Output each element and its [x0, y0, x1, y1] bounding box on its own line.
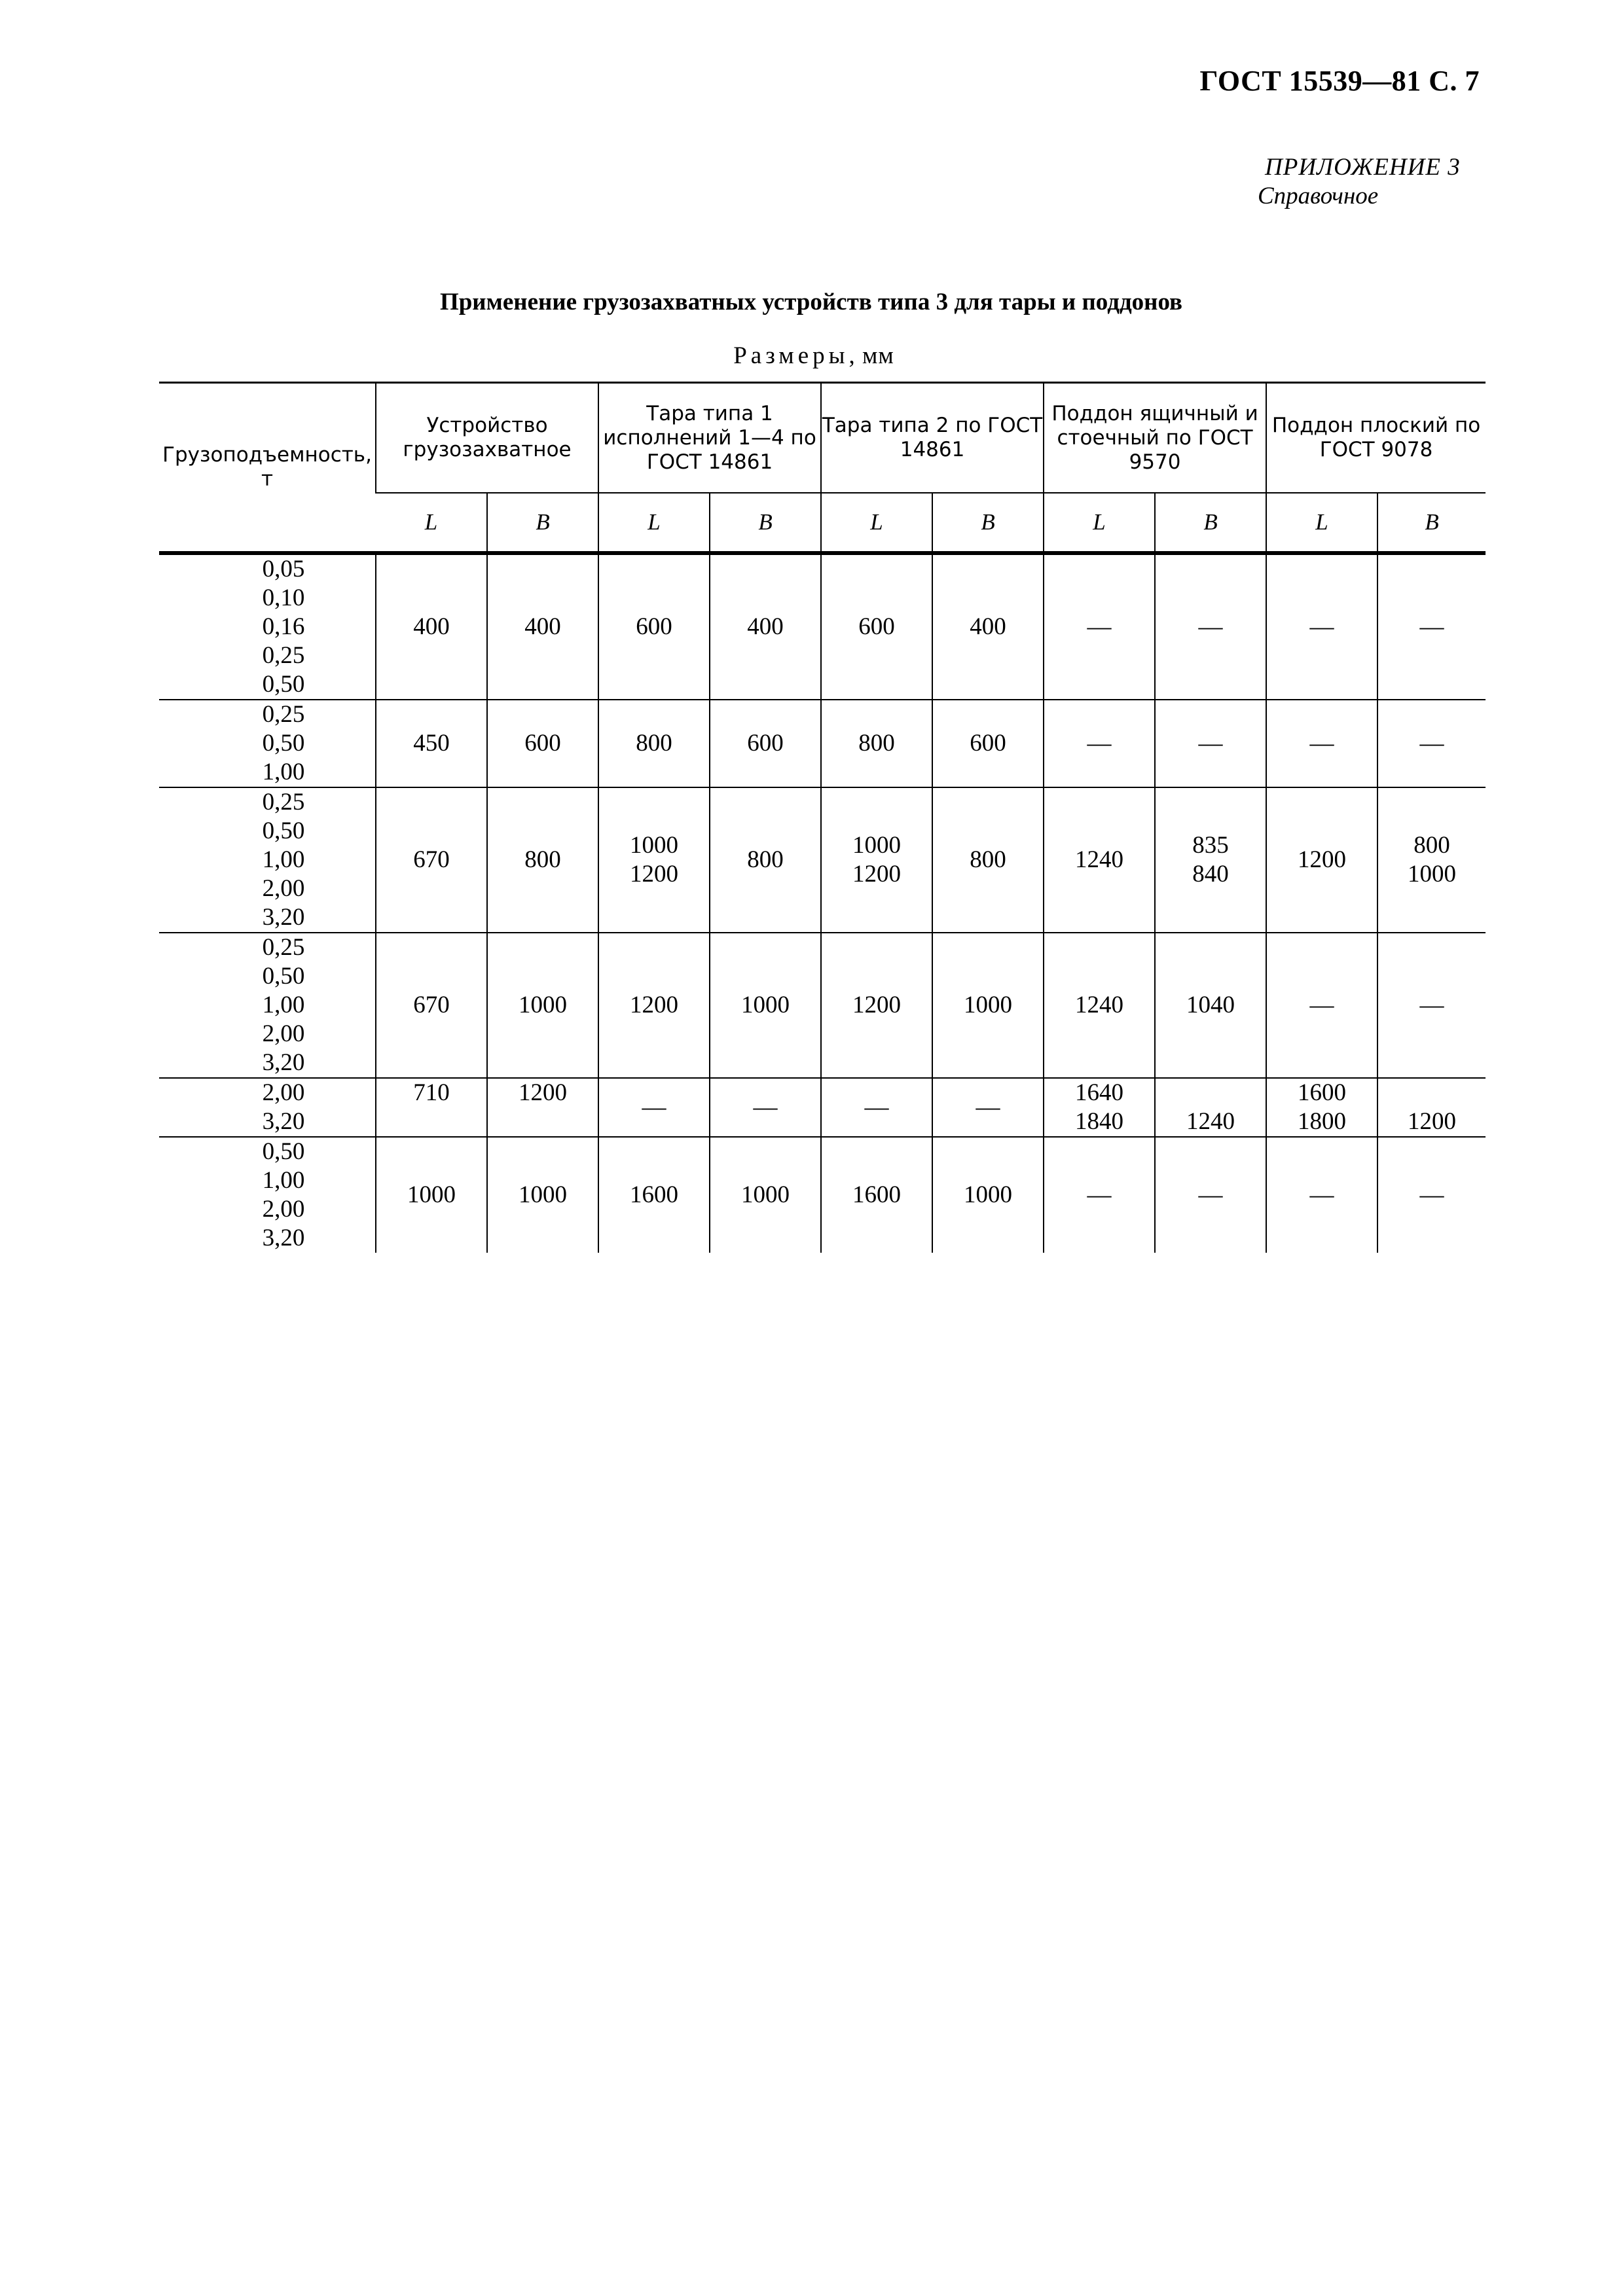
cell-pallet-flat-l: 1200 — [1266, 787, 1377, 933]
cell-device-l: 670 — [376, 787, 487, 933]
column-header-device: Устройство грузозахватное — [376, 383, 598, 493]
cell-pallet-box-l: 1640 1840 — [1044, 1078, 1155, 1137]
table-row — [159, 787, 1486, 933]
cell-capacity: 0,25 0,50 1,00 2,00 3,20 — [159, 787, 376, 933]
cell-pallet-flat-l: — — [1266, 700, 1377, 787]
cell-capacity: 0,25 0,50 1,00 — [159, 700, 376, 787]
cell-device-l: 670 — [376, 933, 487, 1078]
cell-tare1-l: 1200 — [598, 933, 710, 1078]
cell-tare2-l: 1600 — [821, 1137, 932, 1253]
units-word: Размеры — [733, 342, 849, 369]
units-unit: , мм — [848, 342, 894, 369]
cell-device-b: 1200 — [487, 1078, 598, 1137]
cell-pallet-box-l: — — [1044, 700, 1155, 787]
cell-tare1-b: 1000 — [710, 933, 821, 1078]
cell-device-b: 600 — [487, 700, 598, 787]
cell-tare2-l: 1200 — [821, 933, 932, 1078]
subheader-b: B — [932, 493, 1044, 553]
cell-tare1-b: 800 — [710, 787, 821, 933]
cell-device-l: 400 — [376, 553, 487, 700]
appendix-block — [1258, 153, 1461, 211]
column-header-pallet-box: Поддон ящичный и стоечный по ГОСТ 9570 — [1044, 383, 1266, 493]
cell-pallet-flat-l: — — [1266, 1137, 1377, 1253]
table-body — [159, 553, 1486, 1253]
cell-pallet-flat-b: — — [1377, 1137, 1486, 1253]
subheader-l: L — [376, 493, 487, 553]
cell-tare1-b: 600 — [710, 700, 821, 787]
cell-pallet-box-l: 1240 — [1044, 787, 1155, 933]
table-header-row — [159, 383, 1486, 493]
cell-tare2-b: 1000 — [932, 933, 1044, 1078]
cell-capacity: 2,00 3,20 — [159, 1078, 376, 1137]
cell-tare2-b: 400 — [932, 553, 1044, 700]
table-row — [159, 1137, 1486, 1253]
column-header-pallet-flat: Поддон плоский по ГОСТ 9078 — [1266, 383, 1486, 493]
table-row — [159, 700, 1486, 787]
document-header: ГОСТ 15539—81 С. 7 — [1199, 65, 1480, 97]
cell-pallet-box-b: 1040 — [1155, 933, 1266, 1078]
cell-pallet-flat-l: 1600 1800 — [1266, 1078, 1377, 1137]
cell-tare1-l: 1000 1200 — [598, 787, 710, 933]
column-header-tare1: Тара типа 1 исполнений 1—4 по ГОСТ 14861 — [598, 383, 821, 493]
cell-device-b: 1000 — [487, 933, 598, 1078]
cell-device-l: 1000 — [376, 1137, 487, 1253]
table-row — [159, 1078, 1486, 1137]
cell-tare2-b: 800 — [932, 787, 1044, 933]
cell-pallet-flat-b: — — [1377, 700, 1486, 787]
dimensions-table — [159, 382, 1486, 1253]
cell-pallet-box-b: — — [1155, 553, 1266, 700]
column-header-capacity: Грузоподъемность, т — [159, 383, 376, 554]
cell-tare2-b: 1000 — [932, 1137, 1044, 1253]
cell-pallet-box-l: — — [1044, 553, 1155, 700]
cell-pallet-box-l: — — [1044, 1137, 1155, 1253]
cell-pallet-flat-b: — — [1377, 553, 1486, 700]
cell-tare1-b: 1000 — [710, 1137, 821, 1253]
cell-tare1-b: 400 — [710, 553, 821, 700]
subheader-l: L — [598, 493, 710, 553]
cell-tare1-b: — — [710, 1078, 821, 1137]
cell-pallet-flat-b: 1200 — [1377, 1078, 1486, 1137]
subheader-b: B — [1377, 493, 1486, 553]
cell-device-l: 710 — [376, 1078, 487, 1137]
cell-tare1-l: 600 — [598, 553, 710, 700]
subheader-b: B — [487, 493, 598, 553]
cell-tare2-b: 600 — [932, 700, 1044, 787]
subheader-l: L — [1266, 493, 1377, 553]
cell-device-l: 450 — [376, 700, 487, 787]
cell-tare2-b: — — [932, 1078, 1044, 1137]
table-row — [159, 933, 1486, 1078]
column-header-tare2: Тара типа 2 по ГОСТ 14861 — [821, 383, 1044, 493]
cell-pallet-box-b: — — [1155, 700, 1266, 787]
cell-pallet-box-b: — — [1155, 1137, 1266, 1253]
cell-tare2-l: 600 — [821, 553, 932, 700]
table-row — [159, 553, 1486, 700]
cell-pallet-flat-b: — — [1377, 933, 1486, 1078]
cell-tare1-l: 1600 — [598, 1137, 710, 1253]
cell-device-b: 400 — [487, 553, 598, 700]
subheader-l: L — [821, 493, 932, 553]
units-caption — [159, 342, 1468, 370]
cell-pallet-flat-b: 800 1000 — [1377, 787, 1486, 933]
cell-capacity: 0,50 1,00 2,00 3,20 — [262, 1138, 305, 1251]
cell-capacity: 0,05 0,10 0,16 0,25 0,50 — [159, 553, 376, 700]
cell-device-b: 1000 — [487, 1137, 598, 1253]
cell-pallet-box-b: 1240 — [1155, 1078, 1266, 1137]
cell-tare2-l: — — [821, 1078, 932, 1137]
cell-tare2-l: 1000 1200 — [821, 787, 932, 933]
subheader-b: B — [1155, 493, 1266, 553]
cell-pallet-flat-l: — — [1266, 933, 1377, 1078]
cell-device-b: 800 — [487, 787, 598, 933]
cell-pallet-box-b: 835 840 — [1155, 787, 1266, 933]
appendix-label: ПРИЛОЖЕНИЕ 3 — [1265, 154, 1461, 181]
table-title: Применение грузозахватных устройств типа 3 для тары и поддонов — [439, 289, 1183, 315]
cell-tare1-l: — — [598, 1078, 710, 1137]
cell-pallet-box-l: 1240 — [1044, 933, 1155, 1078]
cell-capacity: 0,25 0,50 1,00 2,00 3,20 — [159, 933, 376, 1078]
cell-tare2-l: 800 — [821, 700, 932, 787]
subheader-l: L — [1044, 493, 1155, 553]
cell-pallet-flat-l: — — [1266, 553, 1377, 700]
cell-tare1-l: 800 — [598, 700, 710, 787]
subheader-b: B — [710, 493, 821, 553]
appendix-type: Справочное — [1258, 183, 1379, 209]
